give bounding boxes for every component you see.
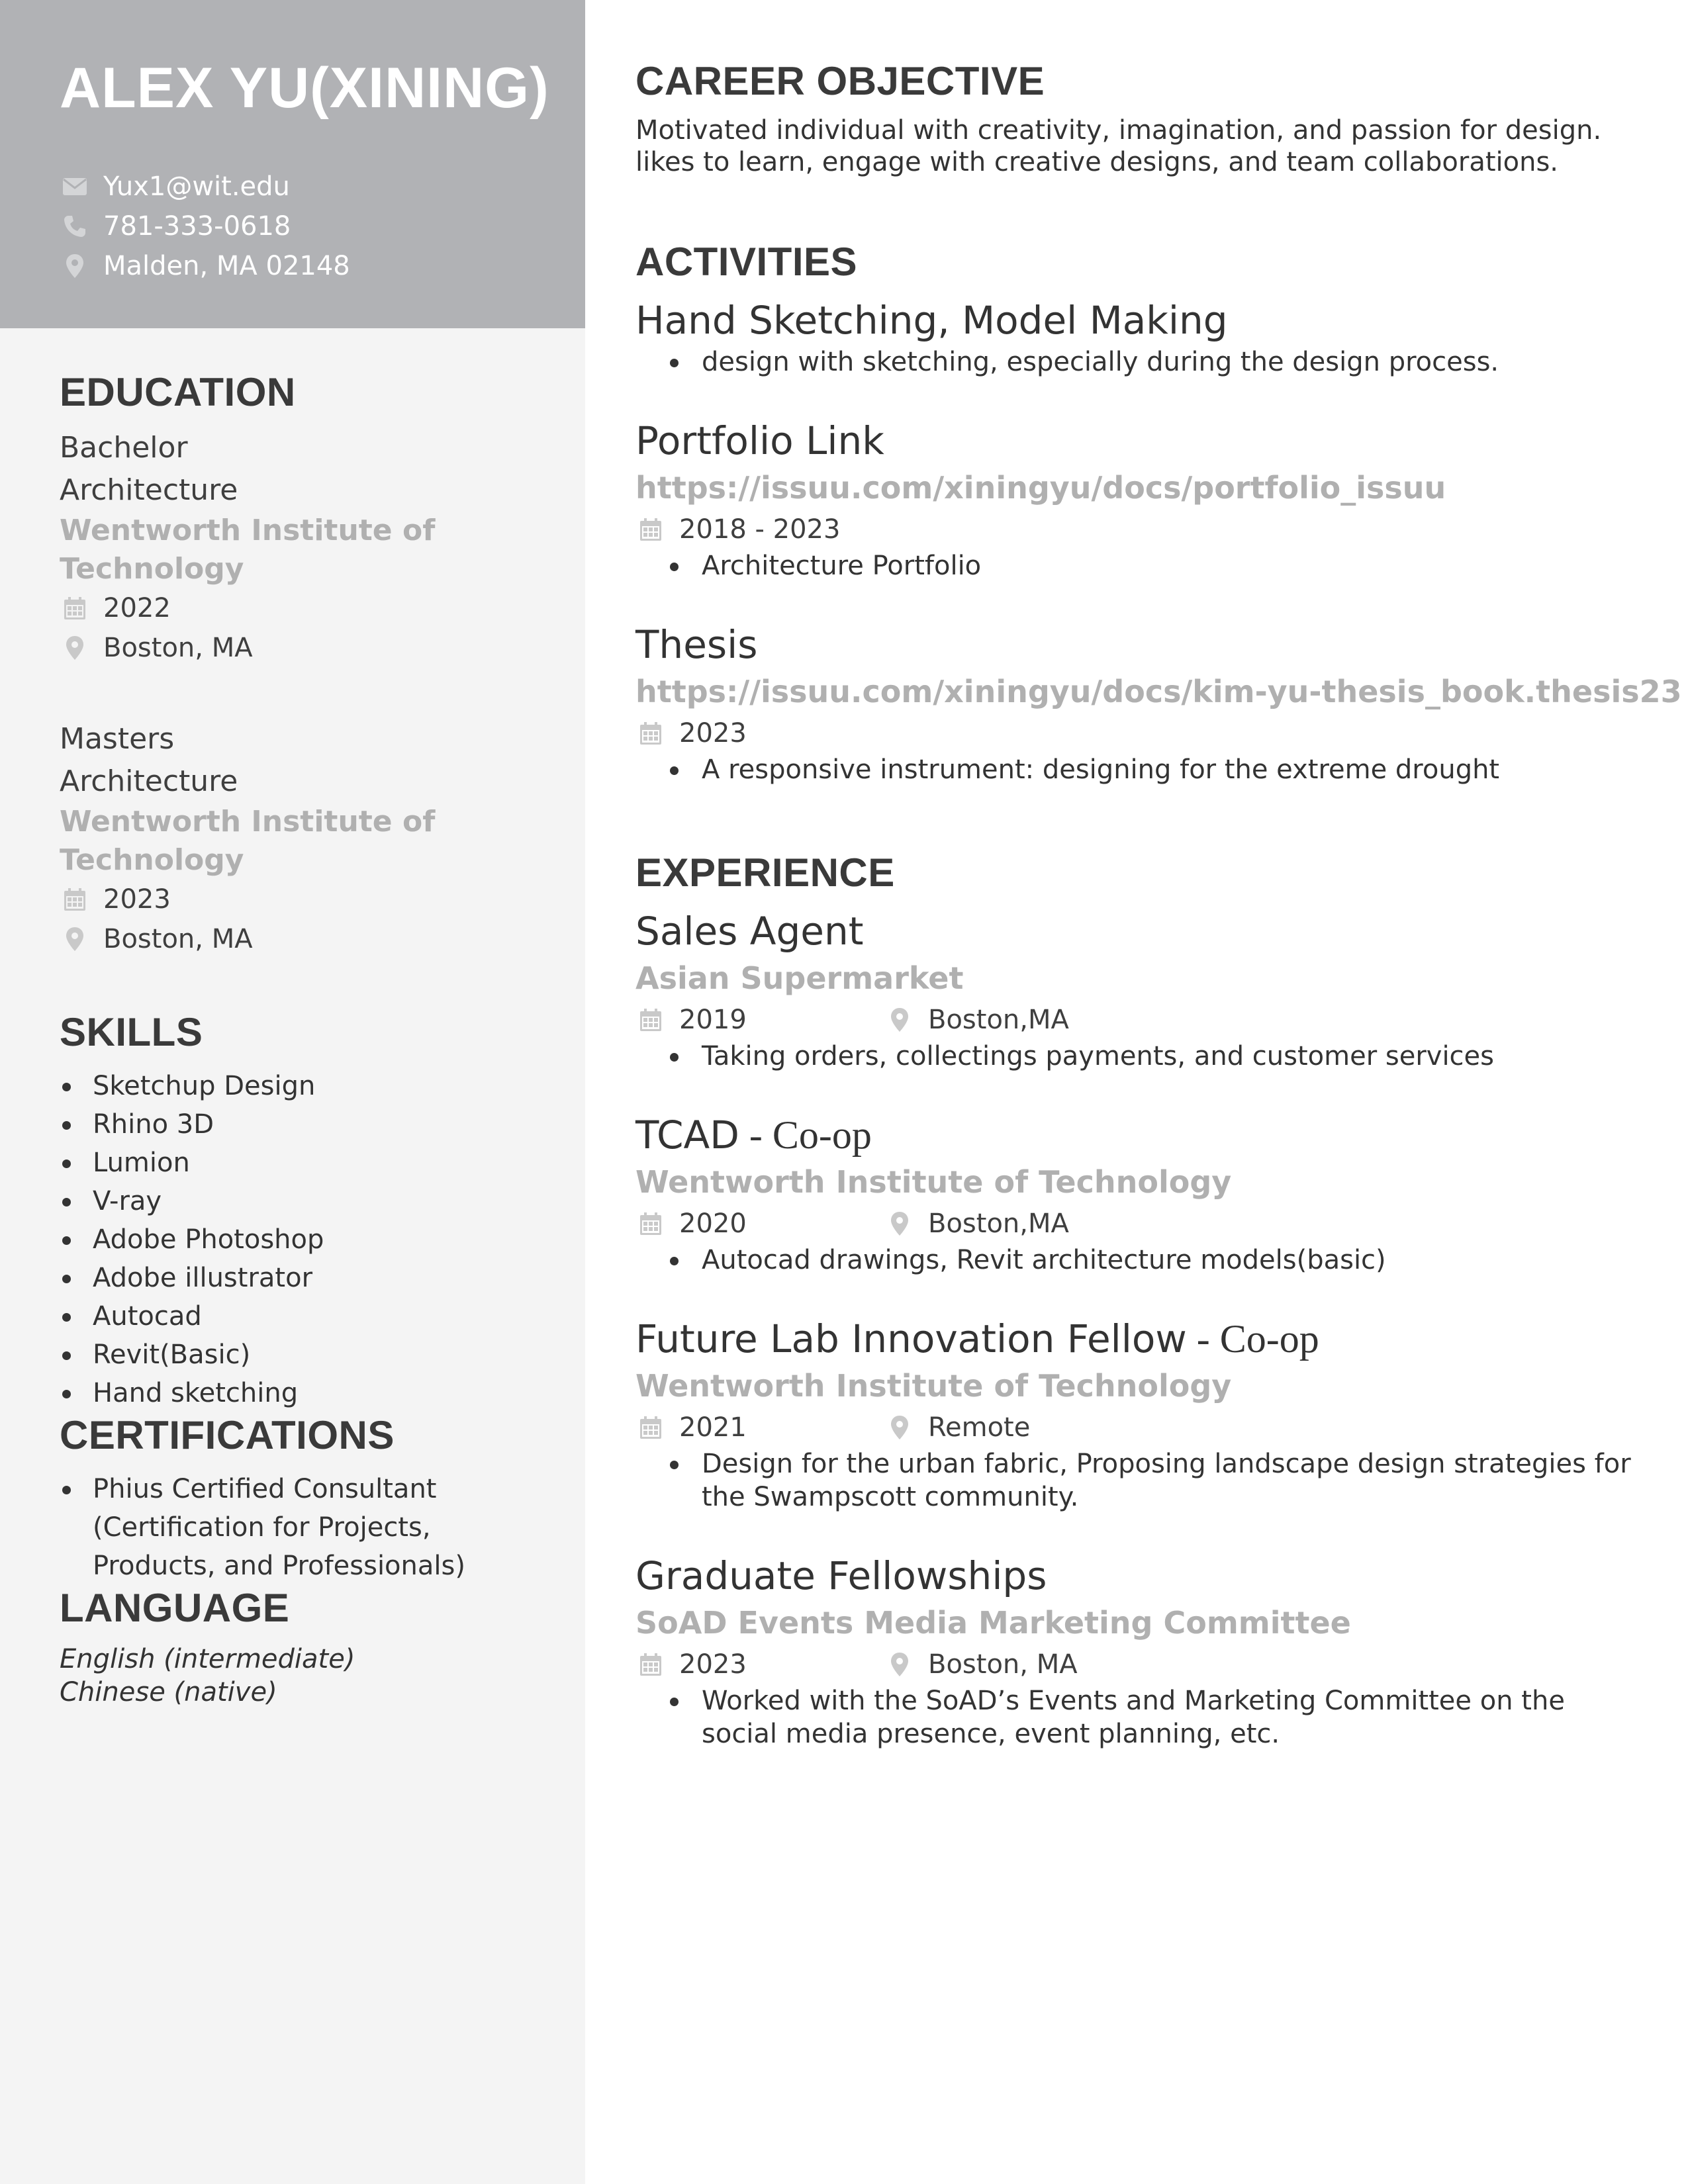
- activity-bullets: [635, 549, 1642, 582]
- experience-date: 2019: [679, 1005, 747, 1035]
- map-pin-icon: [60, 633, 90, 662]
- experience-bullet: Design for the urban fabric, Proposing landscape design strategies for the Swampscott community.: [635, 1447, 1642, 1514]
- experience-title: TCAD: [635, 1113, 739, 1158]
- calendar-icon: [60, 885, 90, 914]
- experience-title-row: [635, 1314, 1642, 1364]
- experience-bullet: Worked with the SoAD’s Events and Marketing Committee on the social media presence, event planning, etc.: [635, 1684, 1642, 1751]
- map-pin-icon: [884, 1209, 915, 1238]
- experience-bullets: [635, 1447, 1642, 1514]
- activity-title: Hand Sketching, Model Making: [635, 298, 1228, 343]
- phone-row[interactable]: [60, 206, 350, 246]
- skill-item: Autocad: [60, 1297, 549, 1336]
- activity-entry: [635, 416, 1642, 582]
- calendar-icon: [635, 719, 666, 748]
- certification-item: Phius Certified Consultant (Certification for Projects, Products, and Professionals): [60, 1470, 549, 1585]
- map-pin-icon: [60, 925, 90, 954]
- calendar-icon: [635, 1209, 666, 1238]
- calendar-icon: [635, 1650, 666, 1679]
- education-year-row: [60, 588, 549, 628]
- calendar-icon: [635, 515, 666, 544]
- calendar-icon: [635, 1413, 666, 1442]
- education-year: 2023: [103, 884, 171, 915]
- experience-bullet: Taking orders, collectings payments, and customer services: [635, 1040, 1642, 1073]
- education-field: Architecture: [60, 473, 238, 507]
- language-heading: LANGUAGE: [60, 1586, 290, 1630]
- portfolio-link[interactable]: https://issuu.com/xiningyu/docs/portfolio_issuu: [635, 470, 1446, 506]
- thesis-link[interactable]: https://issuu.com/xiningyu/docs/kim-yu-thesis_book.thesis23: [635, 674, 1682, 709]
- education-field: Architecture: [60, 764, 238, 798]
- language-item: Chinese (native): [60, 1677, 277, 1707]
- main-content: [635, 58, 1682, 1788]
- experience-meta-row: [635, 1000, 1642, 1040]
- activity-title: Portfolio Link: [635, 418, 884, 463]
- experience-meta-row: [635, 1204, 1642, 1244]
- header-box: [0, 0, 585, 328]
- activity-entry: [635, 619, 1682, 786]
- experience-location: Boston,MA: [928, 1005, 1069, 1035]
- experience-entry: [635, 1314, 1642, 1514]
- experience-heading: EXPERIENCE: [635, 850, 895, 895]
- map-pin-icon: [884, 1005, 915, 1034]
- skills-list: [60, 1067, 549, 1412]
- experience-meta-row: [635, 1408, 1642, 1447]
- email-row[interactable]: [60, 167, 350, 206]
- experience-org: SoAD Events Media Marketing Committee: [635, 1605, 1351, 1641]
- activity-date-row: [635, 510, 1642, 549]
- candidate-name: ALEX YU(XINING): [60, 56, 549, 120]
- email-text: Yux1@wit.edu: [103, 171, 290, 202]
- experience-bullet: Autocad drawings, Revit architecture models(basic): [635, 1244, 1642, 1277]
- experience-org: Wentworth Institute of Technology: [635, 1164, 1232, 1200]
- map-pin-icon: [884, 1413, 915, 1442]
- experience-location: Boston,MA: [928, 1208, 1069, 1239]
- education-school: Wentworth Institute of Technology: [60, 514, 436, 586]
- experience-bullets: [635, 1684, 1642, 1751]
- skill-item: Rhino 3D: [60, 1105, 549, 1144]
- activity-bullets: [635, 345, 1642, 379]
- experience-title: Sales Agent: [635, 909, 864, 954]
- experience-title-row: [635, 1110, 1642, 1160]
- education-location: Boston, MA: [103, 924, 253, 954]
- experience-title: Graduate Fellowships: [635, 1553, 1047, 1598]
- education-degree: Bachelor: [60, 431, 188, 465]
- envelope-icon: [60, 173, 90, 200]
- objective-heading: CAREER OBJECTIVE: [635, 59, 1045, 103]
- education-year-row: [60, 880, 549, 919]
- experience-bullets: [635, 1244, 1642, 1277]
- education-year: 2022: [103, 593, 171, 623]
- experience-date: 2021: [679, 1412, 747, 1443]
- address-text: Malden, MA 02148: [103, 251, 350, 281]
- experience-title: Future Lab Innovation Fellow: [635, 1316, 1187, 1361]
- skill-item: Hand sketching: [60, 1374, 549, 1412]
- experience-location: Boston, MA: [928, 1649, 1078, 1680]
- education-heading: EDUCATION: [60, 370, 296, 414]
- contact-info: [60, 167, 350, 286]
- skill-item: Adobe Photoshop: [60, 1220, 549, 1259]
- education-entry: [60, 427, 549, 668]
- skill-item: Adobe illustrator: [60, 1259, 549, 1297]
- activity-bullet: design with sketching, especially during the design process.: [635, 345, 1642, 379]
- education-location-row: [60, 628, 549, 668]
- map-pin-icon: [60, 253, 90, 279]
- experience-entry: [635, 906, 1642, 1073]
- experience-date: 2020: [679, 1208, 747, 1239]
- objective-text: Motivated individual with creativity, imagination, and passion for design. likes to learn, engage with creative designs, and team collaborations.: [635, 115, 1602, 177]
- education-school: Wentworth Institute of Technology: [60, 805, 436, 877]
- experience-title-suffix: - Co-op: [739, 1113, 872, 1157]
- education-entry: [60, 718, 549, 959]
- sidebar-content: [60, 369, 549, 1709]
- activity-bullet: Architecture Portfolio: [635, 549, 1642, 582]
- education-location: Boston, MA: [103, 633, 253, 663]
- calendar-icon: [635, 1005, 666, 1034]
- education-location-row: [60, 919, 549, 959]
- activities-heading: ACTIVITIES: [635, 240, 858, 284]
- experience-org: Asian Supermarket: [635, 960, 964, 996]
- language-item: English (intermediate): [60, 1644, 355, 1674]
- activity-date: 2023: [679, 718, 747, 749]
- phone-icon: [60, 213, 90, 240]
- sidebar: [0, 0, 585, 2184]
- phone-text: 781-333-0618: [103, 211, 291, 242]
- experience-date: 2023: [679, 1649, 747, 1680]
- activity-date-row: [635, 713, 1642, 753]
- experience-org: Wentworth Institute of Technology: [635, 1368, 1232, 1404]
- activity-entry: [635, 295, 1642, 379]
- experience-title-suffix: - Co-op: [1186, 1317, 1319, 1361]
- address-row: [60, 246, 350, 286]
- activity-bullets: [635, 753, 1642, 786]
- certifications-list: [60, 1470, 549, 1585]
- activity-title: Thesis: [635, 622, 758, 667]
- skill-item: Revit(Basic): [60, 1336, 549, 1374]
- skill-item: V-ray: [60, 1182, 549, 1220]
- experience-meta-row: [635, 1645, 1642, 1684]
- certifications-heading: CERTIFICATIONS: [60, 1413, 395, 1457]
- experience-bullets: [635, 1040, 1642, 1073]
- experience-location: Remote: [928, 1412, 1031, 1443]
- map-pin-icon: [884, 1650, 915, 1679]
- skills-heading: SKILLS: [60, 1010, 203, 1054]
- experience-entry: [635, 1551, 1642, 1751]
- skill-item: Lumion: [60, 1144, 549, 1182]
- experience-entry: [635, 1110, 1642, 1277]
- education-degree: Masters: [60, 722, 175, 756]
- skill-item: Sketchup Design: [60, 1067, 549, 1105]
- calendar-icon: [60, 594, 90, 623]
- activity-date: 2018 - 2023: [679, 514, 841, 545]
- activity-bullet: A responsive instrument: designing for the extreme drought: [635, 753, 1642, 786]
